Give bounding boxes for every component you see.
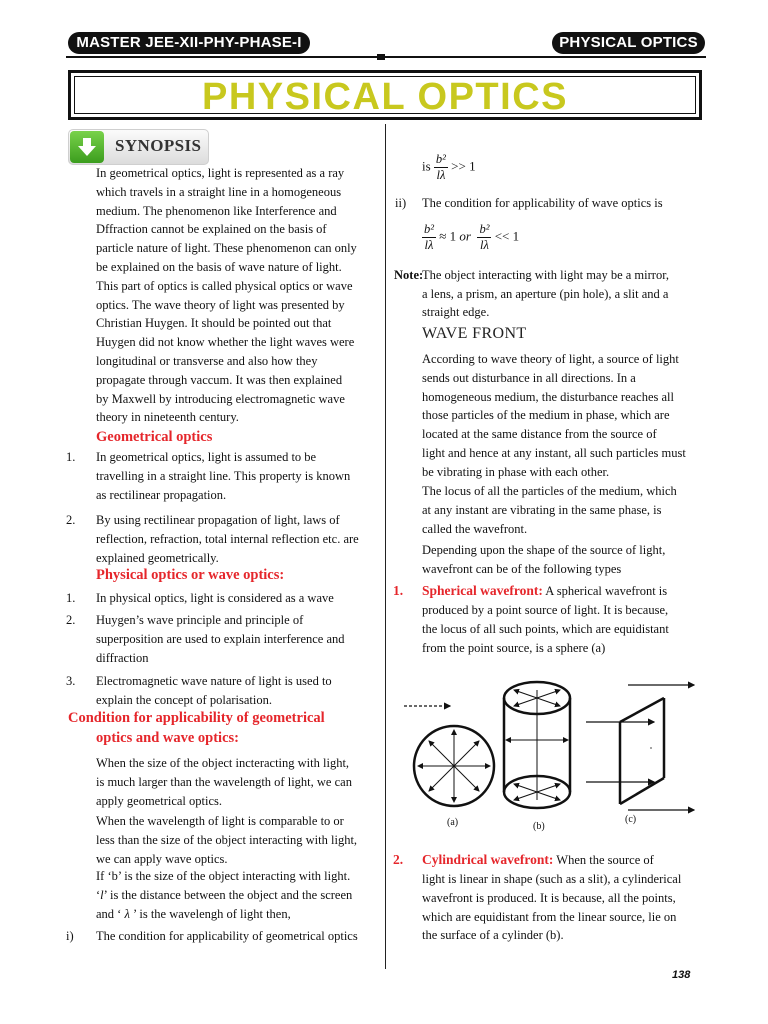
list-item-text: as rectilinear propagation.: [96, 488, 227, 502]
text-line: optics. The wave theory of light was presented by: [96, 297, 345, 312]
geometrical-condition-formula: [422, 152, 476, 183]
text-line: This part of optics is called physical optics or wave: [96, 278, 353, 293]
condition-paragraph-3-line3: [96, 905, 291, 924]
figure-label-b: (b): [533, 821, 545, 832]
list-item-number: 3.: [66, 674, 76, 688]
text-line: Depending upon the shape of the source of light,: [422, 543, 666, 557]
list-item-text: explain the concept of polarisation.: [96, 693, 272, 707]
list-item-text: Electromagnetic wave nature of light is used to: [96, 674, 332, 688]
page-number: 138: [672, 969, 691, 981]
text-line: at any instant are vibrating in the same phase, is: [422, 502, 662, 517]
text-line: those particles of the medium in phase, which are: [422, 408, 670, 423]
list-item-number: 2.: [66, 513, 76, 527]
text-line: the surface of a cylinder (b).: [422, 928, 564, 943]
cylindrical-number: 2.: [393, 852, 404, 867]
distance-text: ’ is the distance between the object and the screen: [103, 888, 353, 902]
title-box: [68, 70, 702, 120]
text-line: wavefront can be of the following types: [422, 561, 622, 576]
text-line: When the wavelength of light is comparable to or: [96, 814, 344, 828]
wavelength-text: ’ is the wavelengh of light then,: [133, 907, 291, 921]
condition-i-number: i): [66, 929, 74, 943]
text-line: The locus of all the particles of the medium, which: [422, 484, 677, 498]
or-text: or: [459, 228, 471, 244]
and-text: and ‘: [96, 907, 122, 921]
approx-relation: ≈ 1: [439, 228, 457, 244]
wavefront-figure: [402, 670, 702, 838]
text-line: by Maxwell by introducing electromagnetic wave: [96, 391, 345, 406]
plane-wavefront-diagram: [586, 685, 694, 810]
cylindrical-line1: [422, 851, 654, 870]
symbol-l: l: [100, 888, 104, 902]
list-item-text: diffraction: [96, 651, 149, 665]
list-item-text: By using rectilinear propagation of light, laws of: [96, 513, 340, 527]
spherical-line1: [422, 582, 667, 601]
condition-paragraph-3-line1: If ‘b’ is the size of the object interacting with light.: [96, 869, 351, 883]
text-line: apply geometrical optics.: [96, 794, 223, 808]
condition-ii-number: ii): [395, 196, 407, 210]
synopsis-badge: [68, 129, 209, 165]
physical-optics-heading: Physical optics or wave optics:: [96, 567, 285, 583]
much-greater-relation: >> 1: [451, 158, 476, 174]
header-topic-label: PHYSICAL OPTICS: [552, 32, 705, 54]
list-item-number: 1.: [66, 591, 76, 605]
condition-paragraph-3-line2: [96, 886, 352, 905]
list-item-number: 2.: [66, 613, 76, 627]
much-less-relation: << 1: [494, 228, 520, 244]
figure-label-a: (a): [447, 817, 459, 828]
figure-label-c: (c): [625, 814, 637, 825]
download-arrow-icon: [70, 131, 104, 163]
geometrical-optics-heading: Geometrical optics: [96, 429, 213, 445]
text-line: particle nature of light. These phenomenon can only: [96, 241, 357, 256]
text-line: light is linear in shape (such as a slit), a cylinderical: [422, 872, 682, 886]
text-line: called the wavefront.: [422, 521, 528, 536]
text-line: be vibrating in phase with each other.: [422, 464, 610, 479]
text-line: which are equidistant from the linear source, lie on: [422, 909, 677, 924]
header-rule: [66, 56, 706, 58]
text-line: The object interacting with light may be a mirror,: [422, 268, 669, 282]
text-line: which travels in a straight line in a homogeneous: [96, 184, 342, 199]
wave-condition-formula: [422, 222, 519, 253]
list-item-text: Huygen’s wave principle and principle of: [96, 613, 304, 627]
list-item-text: explained geometrically.: [96, 551, 219, 565]
fraction-b2-over-l-lambda: $\frac{\text{b²}}{l\lambda}$: [435, 152, 446, 182]
text-line: Huygen did not know whether the light waves were: [96, 335, 355, 350]
text-line: a lens, a prism, an aperture (pin hole), a slit and a: [422, 286, 669, 301]
spherical-line1-text: A spherical wavefront is: [542, 584, 668, 598]
text-line: homogeneous medium, the disturbance reaches all: [422, 389, 675, 404]
column-divider: [385, 124, 386, 969]
text-line: Dffraction cannot be explained on the basis of: [96, 222, 327, 237]
condition-i-text: The condition for applicability of geometrical optics: [96, 929, 358, 943]
text-line: we can apply wave optics.: [96, 852, 228, 866]
text-line: produced by a point source of light. It is because,: [422, 603, 669, 617]
header-chapter-label: MASTER JEE-XII-PHY-PHASE-I: [68, 32, 310, 54]
list-item-text: reflection, refraction, total internal reflection etc. are: [96, 532, 359, 546]
cylindrical-line1-text: When the source of: [553, 853, 654, 867]
text-line: located at the same distance from the source of: [422, 427, 657, 442]
list-item-text: In geometrical optics, light is assumed to be: [96, 450, 317, 464]
text-line: less than the size of the object interacting with light,: [96, 833, 358, 847]
quote-open: ‘: [96, 888, 101, 902]
page-title: PHYSICAL OPTICS: [202, 76, 568, 118]
is-text: is: [422, 158, 431, 174]
text-line: When the size of the object incteracting with light,: [96, 756, 350, 770]
text-line: from the point source, is a sphere (a): [422, 640, 606, 655]
text-line: longitudinal or transverse and also how they: [96, 354, 318, 368]
text-line: In geometrical optics, light is represented as a ray: [96, 166, 345, 180]
list-item-text: superposition are used to explain interference and: [96, 632, 345, 646]
text-line: According to wave theory of light, a source of light: [422, 352, 679, 366]
text-line: Christian Huygen. It should be pointed out that: [96, 316, 332, 331]
text-line: light and hence at any instant, all such particles must: [422, 446, 686, 460]
fraction-b2-over-l-lambda: $\frac{\text{b²}}{l\lambda}$: [479, 222, 490, 252]
list-item-number: 1.: [66, 450, 76, 464]
symbol-lambda: λ: [124, 907, 130, 921]
spherical-number: 1.: [393, 583, 404, 598]
text-line: the locus of all such points, which are equidistant: [422, 621, 669, 636]
text-line: medium. The phenomenon like Interference and: [96, 203, 337, 218]
cylindrical-heading: Cylindrical wavefront:: [422, 852, 554, 867]
condition-ii-text: The condition for applicability of wave optics is: [422, 196, 663, 210]
list-item-text: travelling in a straight line. This property is known: [96, 469, 351, 483]
synopsis-label: SYNOPSIS: [115, 136, 202, 155]
list-item-text: In physical optics, light is considered as a wave: [96, 591, 334, 605]
note-label: Note:: [394, 268, 424, 282]
text-line: theory in nineteenth century.: [96, 410, 239, 425]
fraction-b2-over-l-lambda: $\frac{\text{b²}}{l\lambda}$: [424, 222, 434, 252]
text-line: straight edge.: [422, 305, 490, 319]
text-line: be explained on the basis of wave nature of light.: [96, 260, 342, 274]
spherical-heading: Spherical wavefront:: [422, 583, 543, 598]
wave-front-heading: WAVE FRONT: [422, 325, 527, 342]
cylindrical-wavefront-diagram: [504, 682, 570, 808]
condition-heading-line2: optics and wave optics:: [96, 730, 239, 746]
text-line: wavefront is produced. It is because, all the points,: [422, 890, 676, 905]
text-line: sends out disturbance in all directions. In a: [422, 370, 636, 385]
condition-heading-line1: Condition for applicability of geometrical: [68, 710, 325, 726]
text-line: propagate through vaccum. It was then explained: [96, 372, 343, 387]
header-rule-mark: [377, 54, 385, 60]
spherical-wavefront-diagram: [404, 706, 494, 806]
text-line: is much larger than the wavelength of light, we can: [96, 775, 352, 789]
